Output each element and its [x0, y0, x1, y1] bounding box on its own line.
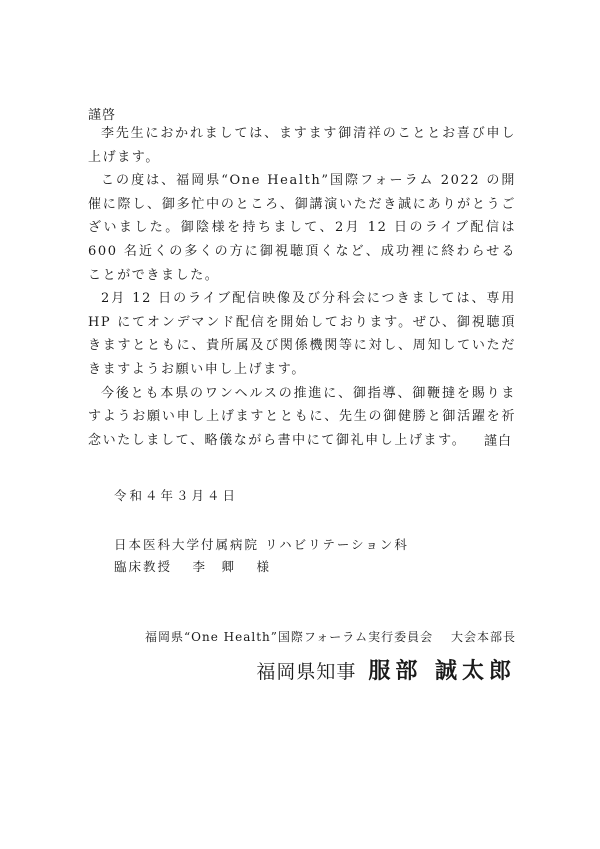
sender-organization: 福岡県“One Health”国際フォーラム実行委員会 大会本部長 — [145, 630, 516, 644]
closing: 謹白 — [483, 434, 512, 449]
paragraph-on-demand: 2月 12 日のライブ配信映像及び分科会につきましては、専用 HP にてオンデマンド配信を開始しております。ぜひ、御視聴頂きますとともに、貴所属及び関係機関等に対し、周知していただきますようお願い申し上げます。 — [88, 291, 516, 377]
salutation: 謹啓 — [88, 108, 117, 123]
sender-title: 福岡県知事 — [256, 661, 357, 683]
recipient-name: 臨床教授 李 卿 様 — [114, 559, 271, 574]
paragraph-thanks: この度は、福岡県“One Health”国際フォーラム 2022 の開催に際し、御多忙中のところ、御講演いただき誠にありがとうございました。御陰様を持ちまして、2月 12 日のライブ配信は 600 名近くの多くの方に御視聴頂くなど、成功裡に終わらせることができました。 — [88, 173, 516, 283]
sender-name: 服部 誠太郎 — [368, 658, 516, 684]
signature — [256, 654, 516, 685]
recipient-organization: 日本医科大学付属病院 リハビリテーション科 — [114, 537, 409, 552]
letter-body — [88, 122, 516, 452]
paragraph-greeting: 李先生におかれましては、ますます御清祥のこととお喜び申し上げます。 — [88, 126, 516, 165]
paragraph-closing-remarks: 今後とも本県のワンヘルスの推進に、御指導、御鞭撻を賜りますようお願い申し上げますとともに、先生の御健勝と御活躍を祈念いたしまして、略儀ながら書中にて御礼申し上げます。 — [88, 385, 516, 448]
letter-date: 令和４年３月４日 — [114, 488, 239, 503]
